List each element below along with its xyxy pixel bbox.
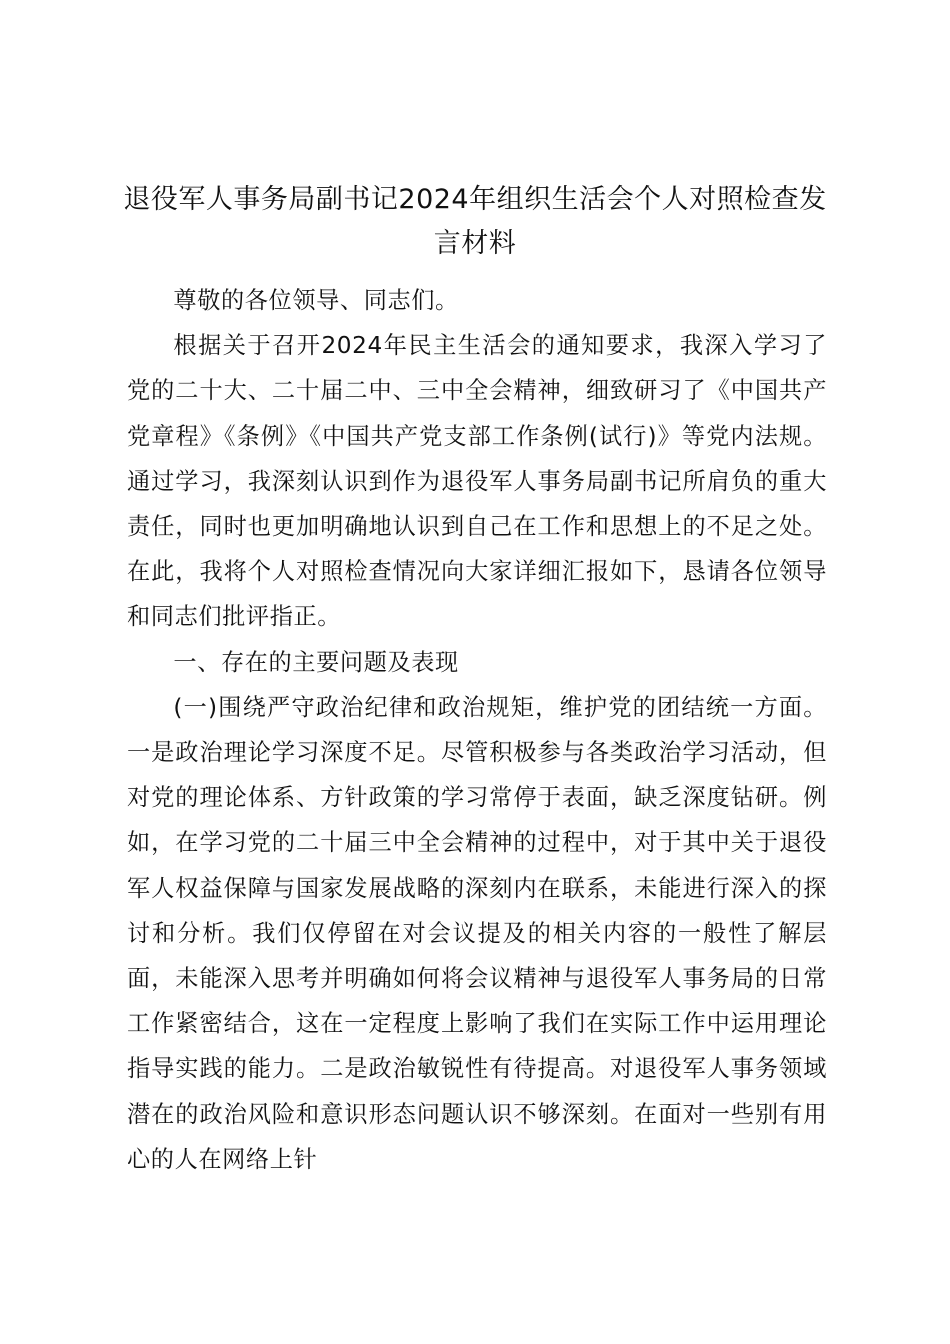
problem-paragraph: (一)围绕严守政治纪律和政治规矩，维护党的团结统一方面。一是政治理论学习深度不足。尽管积极参与各类政治学习活动，但对党的理论体系、方针政策的学习常停于表面，缺乏深度钻研。例如，在学习党的二十届三中全会精神的过程中，对于其中关于退役军人权益保障与国家发展战略的深刻内在联系，未能进行深入的探讨和分析。我们仅停留在对会议提及的相关内容的一般性了解层面，未能深入思考并明确如何将会议精神与退役军人事务局的日常工作紧密结合，这在一定程度上影响了我们在实际工作中运用理论指导实践的能力。二是政治敏锐性有待提高。对退役军人事务领域潜在的政治风险和意识形态问题认识不够深刻。在面对一些别有用心的人在网络上针 — [127, 693, 827, 1173]
section-heading: 一、存在的主要问题及表现 — [173, 648, 459, 676]
intro-paragraph: 根据关于召开2024年民主生活会的通知要求，我深入学习了党的二十大、二十届二中、三中全会精神，细致研习了《中国共产党章程》《条例》《中国共产党支部工作条例(试行)》等党内法规。通过学习，我深刻认识到作为退役军人事务局副书记所肩负的重大责任，同时也更加明确地认识到自己在工作和思想上的不足之处。在此，我将个人对照检查情况向大家详细汇报如下，恳请各位领导和同志们批评指正。 — [127, 332, 827, 631]
document-title: 退役军人事务局副书记2024年组织生活会个人对照检查发言材料 — [123, 184, 827, 259]
document-body — [127, 278, 827, 1182]
salutation-paragraph: 尊敬的各位领导、同志们。 — [173, 287, 459, 314]
